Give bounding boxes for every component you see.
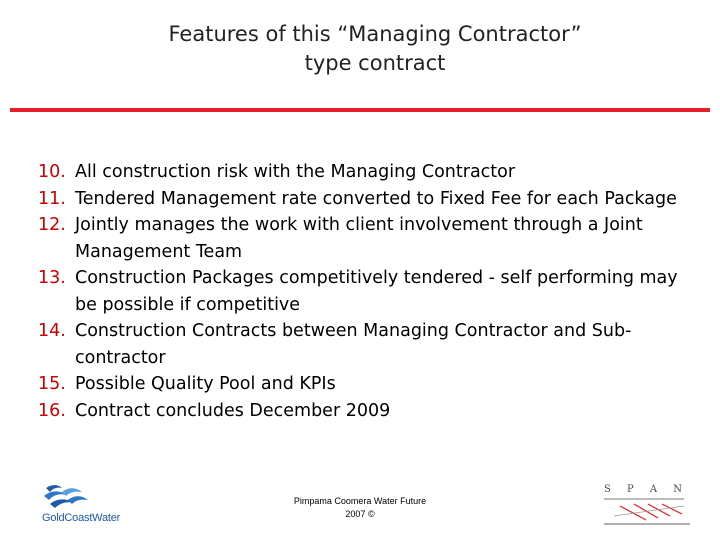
list-item [38, 265, 678, 318]
slide-title [100, 20, 650, 78]
slide-title-line-2: type contract [304, 51, 446, 75]
gold-coast-water-logo [42, 482, 162, 526]
list-item-number: 15. [38, 374, 66, 394]
list-item-text: Construction Contracts between Managing Contractor and Sub-contractor [75, 321, 632, 368]
gold-coast-water-wave-icon [42, 482, 90, 512]
footer-line-1: Pimpama Coomera Water Future [293, 496, 427, 506]
list-item-text: Tendered Management rate converted to Fixed Fee for each Package [75, 188, 677, 209]
list-item [38, 186, 678, 213]
span-letter: P [627, 484, 634, 495]
list-item-number: 14. [38, 321, 66, 341]
feature-list [38, 159, 678, 424]
span-letter: N [673, 484, 682, 495]
title-divider [10, 108, 710, 112]
list-item-number: 13. [38, 268, 66, 288]
list-item-number: 16. [38, 400, 66, 421]
list-item-text: All construction risk with the Managing Contractor [75, 162, 516, 182]
span-network-map-icon [600, 484, 700, 528]
list-item-text: Jointly manages the work with client involvement through a Joint Management Team [75, 215, 643, 262]
list-item [38, 318, 678, 371]
list-item-number: 10. [38, 162, 66, 182]
span-letter: A [649, 484, 658, 495]
footer-line-2: 2007 © [345, 509, 375, 519]
list-item-number: 12. [38, 215, 66, 235]
gold-coast-water-wordmark: GoldCoastWater [42, 512, 121, 524]
list-item-text: Contract concludes December 2009 [75, 400, 391, 421]
span-logo [600, 484, 700, 528]
list-item-text: Construction Packages competitively tendered - self performing may be possible if competitive [75, 268, 678, 315]
list-item [38, 371, 678, 398]
list-item-number: 11. [38, 188, 66, 209]
slide-title-line-1: Features of this “Managing Contractor” [168, 22, 582, 46]
footer [240, 495, 480, 521]
list-item [38, 398, 678, 425]
list-item-text: Possible Quality Pool and KPIs [75, 374, 336, 394]
list-item [38, 159, 678, 186]
list-item [38, 212, 678, 265]
span-letter: S [604, 484, 611, 495]
